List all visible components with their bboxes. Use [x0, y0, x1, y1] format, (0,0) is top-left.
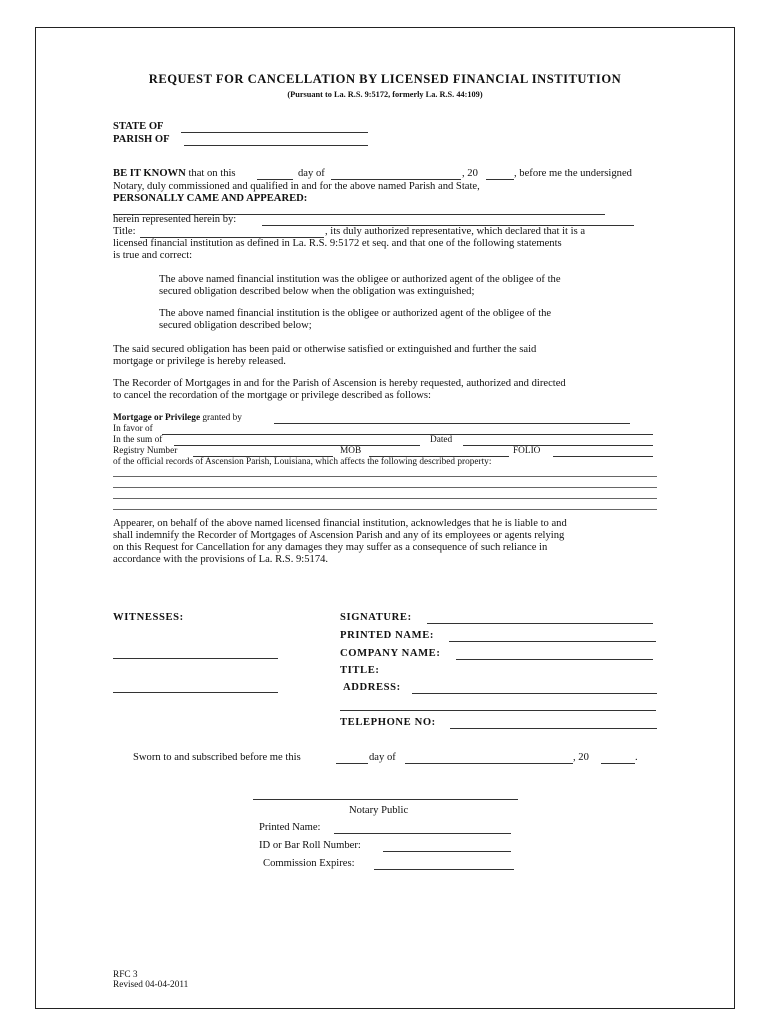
- year-field[interactable]: [486, 179, 514, 180]
- known-text-4: , before me the undersigned: [514, 168, 632, 179]
- mob-label: MOB: [340, 446, 362, 456]
- paid-line-2: mortgage or privilege is hereby released.: [113, 356, 286, 367]
- notary-commission-label: Commission Expires:: [263, 858, 355, 869]
- notary-commission-field[interactable]: [374, 869, 514, 870]
- company-name-label: COMPANY NAME:: [340, 648, 441, 659]
- telephone-field[interactable]: [450, 728, 657, 729]
- witnesses-label: WITNESSES:: [113, 612, 184, 623]
- appearer-line-4: accordance with the provisions of La. R.S. 9:5174.: [113, 554, 329, 565]
- state-field[interactable]: [181, 132, 368, 133]
- known-text-3: , 20: [462, 168, 478, 179]
- known-line-2: Notary, duly commissioned and qualified in and for the above named Parish and State,: [113, 181, 480, 192]
- folio-label: FOLIO: [513, 446, 541, 456]
- statement-2-line-2: secured obligation described below;: [159, 320, 312, 331]
- company-name-field[interactable]: [456, 659, 653, 660]
- state-label: STATE OF: [113, 121, 164, 132]
- be-it-known-label: BE IT KNOWN: [113, 168, 186, 179]
- signature-field[interactable]: [427, 623, 653, 624]
- printed-name-field[interactable]: [449, 641, 656, 642]
- signature-label: SIGNATURE:: [340, 612, 412, 623]
- sworn-year-field[interactable]: [601, 763, 635, 764]
- property-line-1[interactable]: [113, 476, 657, 477]
- granted-by-label: granted by: [202, 413, 242, 423]
- mortgage-label: Mortgage or Privilege: [113, 413, 201, 423]
- be-it-known-line: [113, 168, 236, 179]
- granted-by-field[interactable]: [274, 423, 630, 424]
- parish-label: PARISH OF: [113, 134, 170, 145]
- statement-1-line-1: The above named financial institution was the obligee or authorized agent of the obligee of the: [159, 274, 561, 285]
- in-favor-field[interactable]: [162, 434, 653, 435]
- paid-line-1: The said secured obligation has been paid or otherwise satisfied or extinguished and further the said: [113, 344, 537, 355]
- sworn-text-3: , 20: [573, 752, 589, 763]
- true-correct-line: is true and correct:: [113, 250, 193, 261]
- property-line-4[interactable]: [113, 509, 657, 510]
- statement-2-line-1: The above named financial institution is the obligee or authorized agent of the obligee of the: [159, 308, 552, 319]
- notary-id-label: ID or Bar Roll Number:: [259, 840, 361, 851]
- known-text-1: that on this: [188, 168, 236, 179]
- dated-field[interactable]: [463, 445, 653, 446]
- personally-appeared: PERSONALLY CAME AND APPEARED:: [113, 193, 308, 204]
- licensed-line: licensed financial institution as defined in La. R.S. 9:5172 et seq. and that one of the following statements: [113, 238, 562, 249]
- footer-code: RFC 3: [113, 970, 138, 980]
- title-label: Title:: [113, 226, 136, 237]
- printed-name-label: PRINTED NAME:: [340, 630, 435, 641]
- appearer-line-3: on this Request for Cancellation for any damages they may suffer as a consequence of such reliance in: [113, 542, 548, 553]
- property-line-2[interactable]: [113, 487, 657, 488]
- sworn-text-4: .: [635, 752, 638, 763]
- witness-1-field[interactable]: [113, 658, 278, 659]
- recorder-line-1: The Recorder of Mortgages in and for the Parish of Ascension is hereby requested, authorized and directed: [113, 378, 566, 389]
- sworn-month-field[interactable]: [405, 763, 573, 764]
- notary-printed-name-field[interactable]: [334, 833, 511, 834]
- property-line-3[interactable]: [113, 498, 657, 499]
- telephone-label: TELEPHONE NO:: [340, 717, 436, 728]
- month-field[interactable]: [331, 179, 461, 180]
- title-rest: , its duly authorized representative, which declared that it is a: [325, 226, 586, 237]
- footer-revised: Revised 04-04-2011: [113, 980, 189, 990]
- notary-public-label: Notary Public: [349, 805, 409, 816]
- notary-id-field[interactable]: [383, 851, 511, 852]
- represented-label: herein represented herein by:: [113, 214, 237, 225]
- appearer-line-1: Appearer, on behalf of the above named licensed financial institution, acknowledges that he is liable to and: [113, 518, 567, 529]
- dated-label: Dated: [430, 435, 453, 445]
- recorder-line-2: to cancel the recordation of the mortgage or privilege described as follows:: [113, 390, 431, 401]
- parish-field[interactable]: [184, 145, 368, 146]
- form-title: REQUEST FOR CANCELLATION BY LICENSED FINANCIAL INSTITUTION: [148, 72, 622, 86]
- notary-printed-name-label: Printed Name:: [259, 822, 321, 833]
- appearer-line-2: shall indemnify the Recorder of Mortgages of Ascension Parish and any of its employees or agents relying: [113, 530, 565, 541]
- sum-label: In the sum of: [113, 435, 163, 445]
- known-text-2: day of: [298, 168, 325, 179]
- folio-field[interactable]: [553, 456, 653, 457]
- sworn-text-1: Sworn to and subscribed before me this: [133, 752, 301, 763]
- in-favor-label: In favor of: [113, 424, 153, 434]
- address-field[interactable]: [412, 693, 657, 694]
- statement-1-line-2: secured obligation described below when the obligation was extinguished;: [159, 286, 475, 297]
- official-records-line: of the official records of Ascension Parish, Louisiana, which affects the following described property:: [113, 457, 492, 467]
- day-field[interactable]: [257, 179, 293, 180]
- title-signer-label: TITLE:: [340, 665, 380, 676]
- address-label: ADDRESS:: [343, 682, 401, 693]
- sworn-text-2: day of: [369, 752, 396, 763]
- mortgage-line: [113, 413, 242, 423]
- witness-2-field[interactable]: [113, 692, 278, 693]
- registry-label: Registry Number: [113, 446, 178, 456]
- notary-signature-field[interactable]: [253, 799, 518, 800]
- address-field-2[interactable]: [340, 710, 656, 711]
- sum-field[interactable]: [174, 445, 420, 446]
- sworn-day-field[interactable]: [336, 763, 368, 764]
- form-subtitle: (Pursuant to La. R.S. 9:5172, formerly La. R.S. 44:109): [287, 90, 483, 99]
